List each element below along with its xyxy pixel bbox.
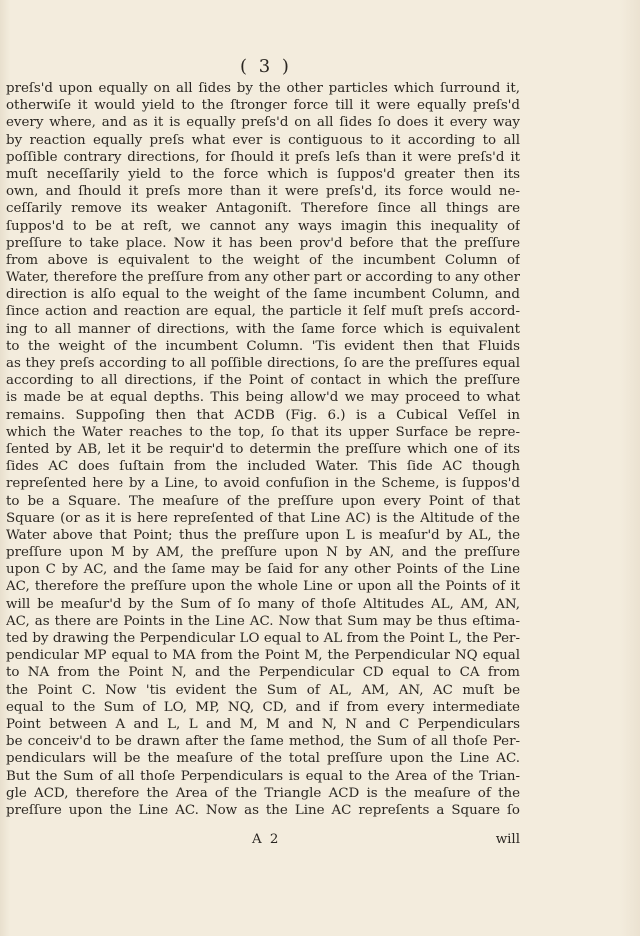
- text-line: direction is alſo equal to the weight of the ſame incumbent Column, and: [6, 287, 520, 303]
- text-line: ſides AC does ſuſtain from the included Water. This ſide AC though: [6, 459, 520, 475]
- text-line: be conceiv'd to be drawn after the ſame method, the Sum of all thoſe Per-: [6, 734, 520, 750]
- text-line: pendicular MP equal to MA from the Point M, the Perpendicular NQ equal: [6, 648, 520, 664]
- text-line: ted by drawing the Perpendicular LO equal to AL from the Point L, the Per-: [6, 631, 520, 646]
- text-line: poſſible contrary directions, for ſhould it preſs leſs than it were preſs'd it: [6, 149, 520, 165]
- text-line: by reaction equally preſs what ever is contiguous to it according to all: [6, 132, 520, 148]
- text-line: ceſſarily remove its weaker Antagoniſt. Therefore ſince all things are: [6, 201, 520, 217]
- text-line: pendiculars will be the meaſure of the total preſſure upon the Line AC.: [6, 751, 520, 767]
- text-line: every where, and as it is equally preſs'd on all ſides ſo does it every way: [6, 115, 520, 131]
- text-line: repreſented here by a Line, to avoid confuſion in the Scheme, is ſuppos'd: [6, 476, 520, 492]
- text-line: will be meaſur'd by the Sum of ſo many of thoſe Altitudes AL, AM, AN,: [6, 596, 520, 612]
- text-line: from above is equivalent to the weight of the incumbent Column of: [6, 252, 520, 268]
- text-line: Water, therefore the preſſure from any other part or according to any other: [6, 270, 520, 286]
- body-text: [6, 80, 520, 819]
- page-footer: [0, 832, 520, 850]
- text-line: ſuppos'd to be at reſt, we cannot any ways imagin this inequality of: [6, 218, 520, 234]
- text-line: Point between A and L, L and M, M and N, N and C Perpendiculars: [6, 716, 520, 732]
- text-line: remains. Suppoſing then that ACDB (Fig. 6.) is a Cubical Veſſel in: [6, 407, 520, 423]
- text-line: which the Water reaches to the top, ſo that its upper Surface be repre-: [6, 424, 520, 440]
- text-line: ſince action and reaction are equal, the particle it ſelf muſt preſs accord-: [6, 304, 520, 320]
- text-line: upon C by AC, and the ſame may be ſaid for any other Points of the Line: [6, 562, 520, 578]
- text-line: ſented by AB, let it be requir'd to determin the preſſure which one of its: [6, 441, 520, 457]
- text-line: equal to the Sum of LO, MP, NQ, CD, and if from every intermediate: [6, 699, 520, 715]
- catchword: will: [495, 832, 520, 847]
- text-line: But the Sum of all thoſe Perpendiculars is equal to the Area of the Trian-: [6, 768, 520, 784]
- text-line: to the weight of the incumbent Column. 'Tis evident then that Fluids: [6, 338, 520, 354]
- text-line: AC, as there are Points in the Line AC. Now that Sum may be thus eſtima-: [6, 613, 520, 629]
- text-line: Water above that Point; thus the preſſure upon L is meaſur'd by AL, the: [6, 527, 520, 543]
- text-line: preſs'd upon equally on all ſides by the other particles which ſurround it,: [6, 81, 520, 96]
- text-line: preſſure to take place. Now it has been prov'd before that the preſſure: [6, 235, 520, 251]
- text-line: the Point C. Now 'tis evident the Sum of AL, AM, AN, AC muſt be: [6, 682, 520, 698]
- text-line: own, and ſhould it preſs more than it were preſs'd, its force would ne-: [6, 184, 520, 200]
- text-line: Square (or as it is here repreſented of that Line AC) is the Altitude of the: [6, 510, 520, 526]
- text-line: to NA from the Point N, and the Perpendicular CD equal to CA from: [6, 665, 520, 681]
- text-line: preſſure upon the Line AC. Now as the Line AC repreſents a Square ſo: [6, 802, 520, 818]
- text-line: gle ACD, therefore the Area of the Triangle ACD is the meaſure of the: [6, 785, 520, 801]
- text-line: to be a Square. The meaſure of the preſſure upon every Point of that: [6, 493, 520, 509]
- signature-mark: A 2: [252, 832, 281, 847]
- text-line: as they preſs according to all poſſible directions, ſo are the preſſures equal: [6, 356, 520, 371]
- text-line: muſt neceſſarily yield to the force which is ſuppos'd greater then its: [6, 166, 520, 182]
- text-line: AC, therefore the preſſure upon the whole Line or upon all the Points of it: [6, 579, 520, 595]
- text-line: according to all directions, if the Point of contact in which the preſſure: [6, 373, 520, 389]
- text-line: is made be at equal depths. This being allow'd we may proceed to what: [6, 390, 520, 406]
- text-line: preſſure upon M by AM, the preſſure upon N by AN, and the preſſure: [6, 545, 520, 561]
- page-number: ( 3 ): [240, 56, 292, 77]
- text-line: ing to all manner of directions, with the ſame force which is equivalent: [6, 321, 520, 337]
- text-line: otherwiſe it would yield to the ſtronger force till it were equally preſs'd: [6, 98, 520, 114]
